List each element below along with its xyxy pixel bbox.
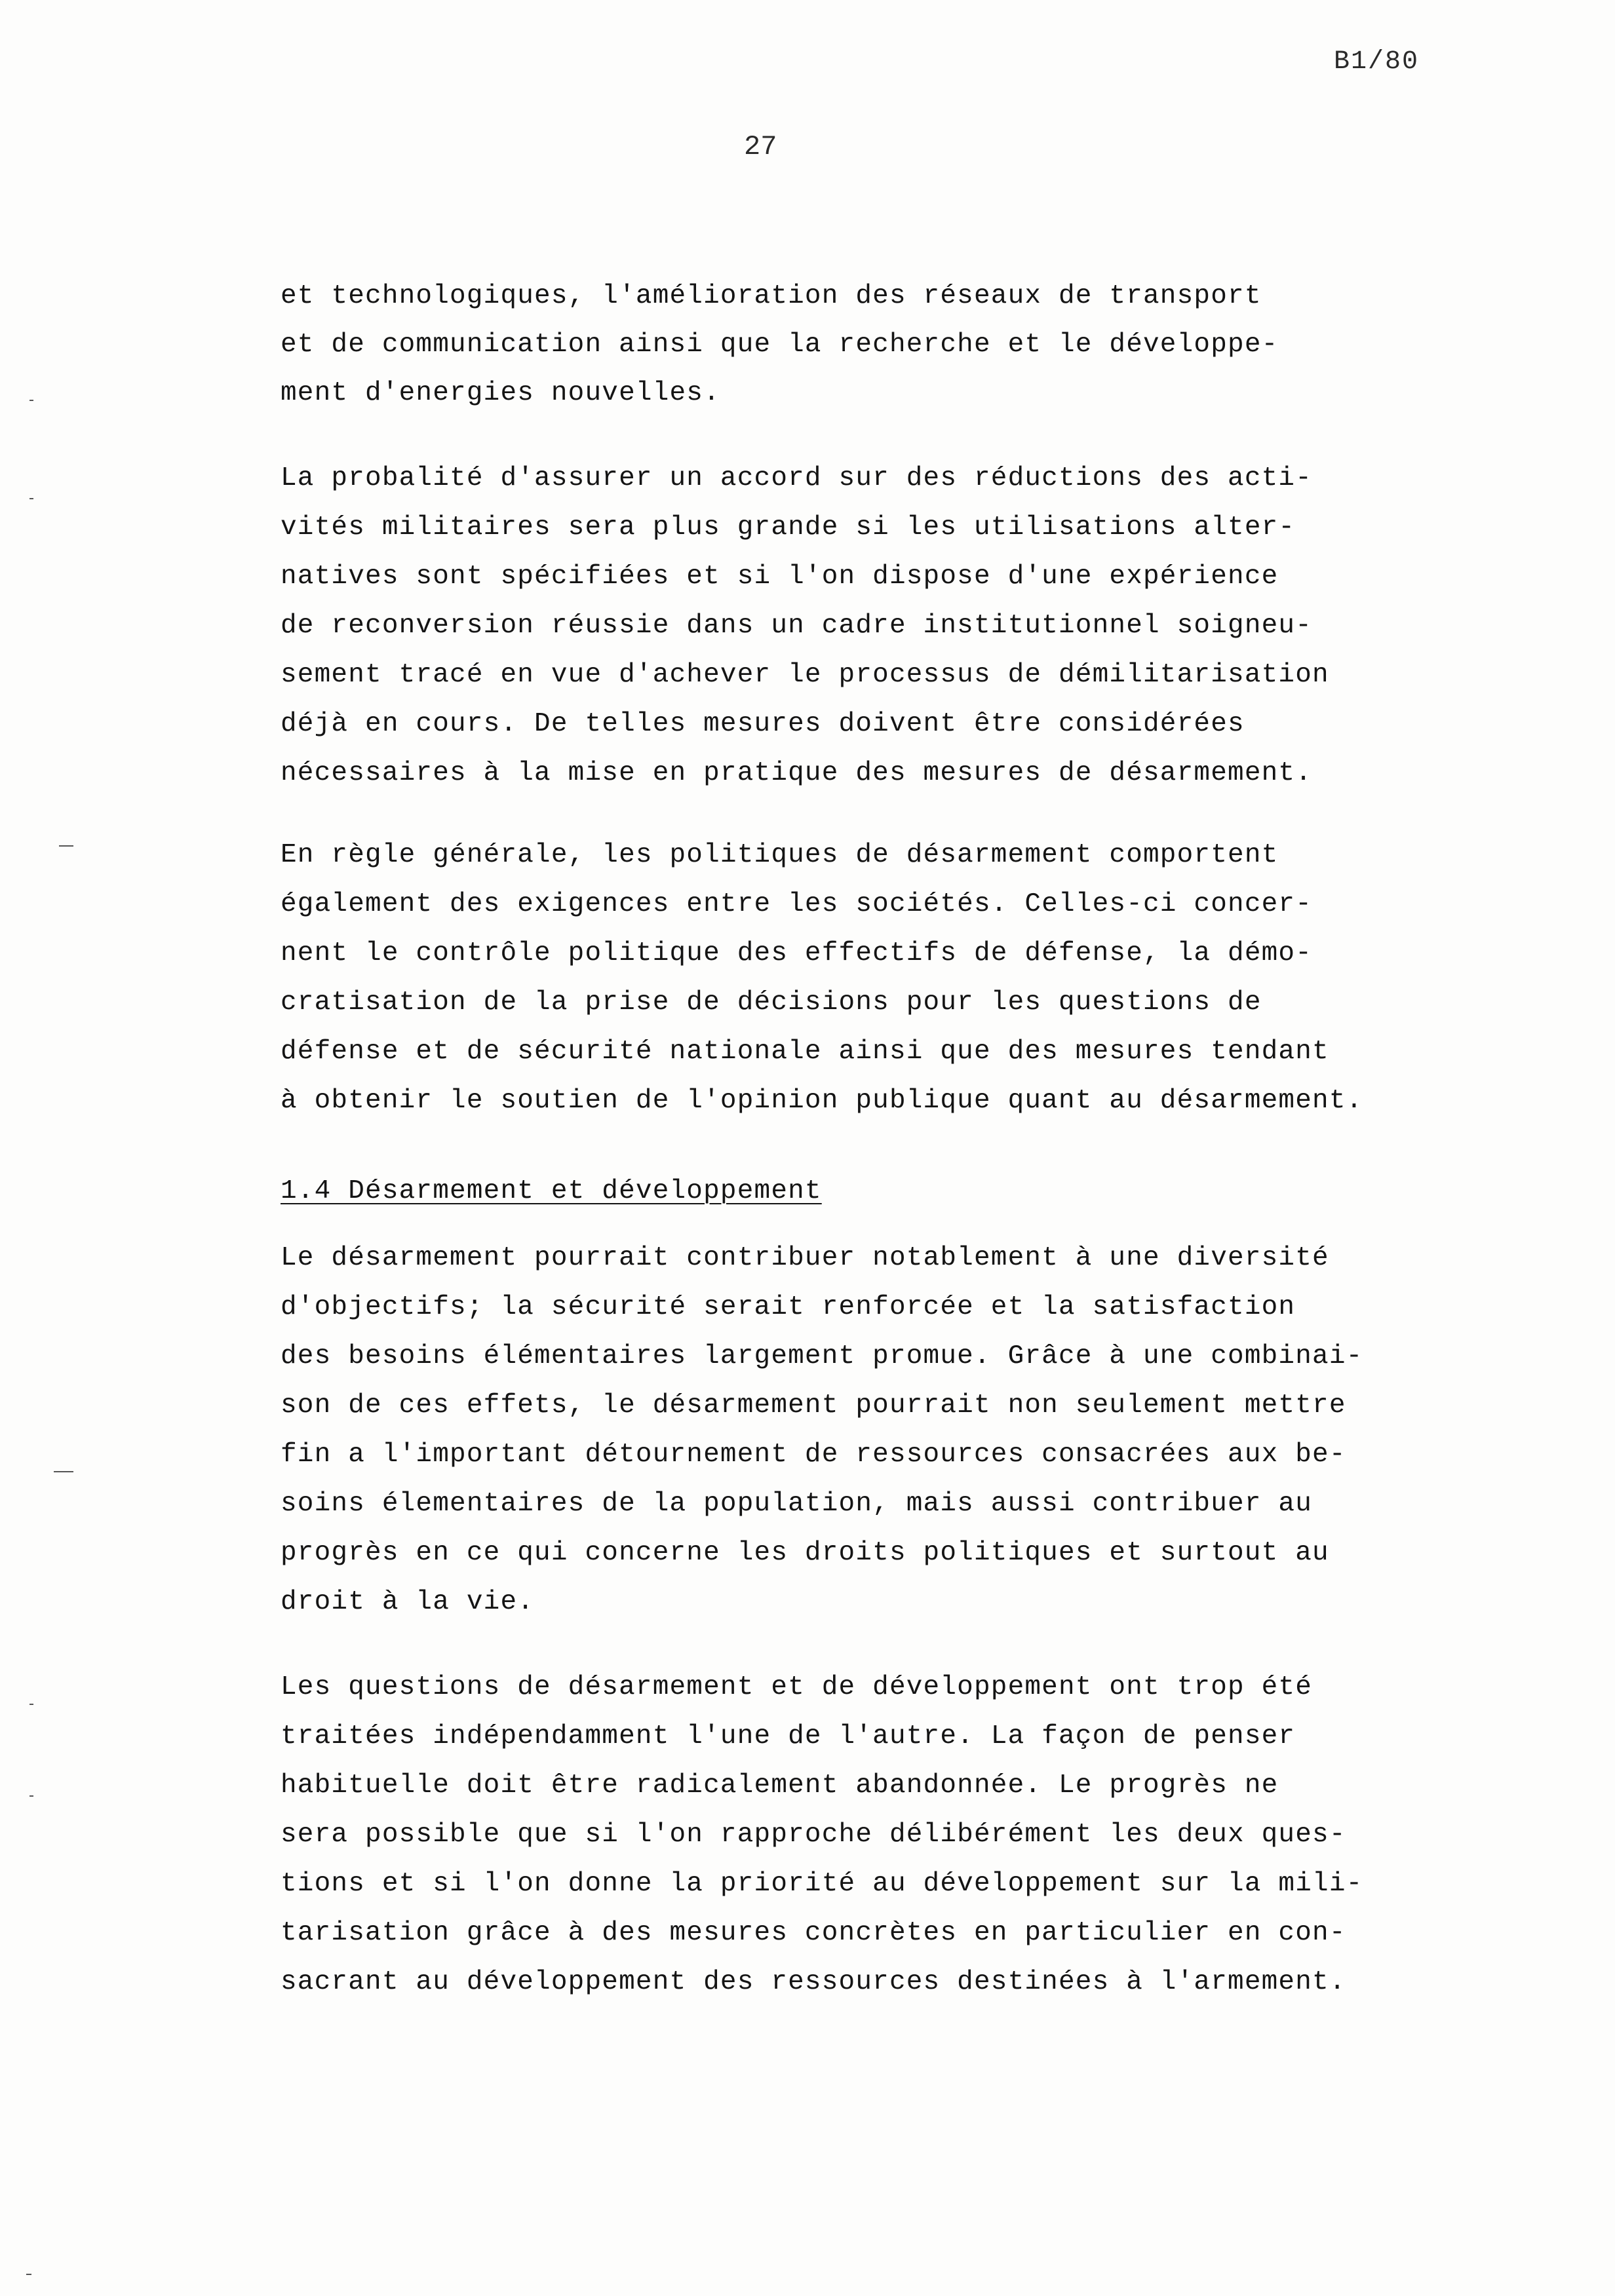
text-line: sacrant au développement des ressources destinées à l'armement. — [281, 1967, 1346, 1997]
scan-mark — [59, 845, 73, 847]
text-line: déjà en cours. De telles mesures doivent être considérées — [281, 709, 1245, 739]
text-line: et technologiques, l'amélioration des réseaux de transport — [281, 281, 1262, 311]
text-line: soins élementaires de la population, mais aussi contribuer au — [281, 1489, 1313, 1519]
text-line: droit à la vie. — [281, 1587, 535, 1617]
text-line: d'objectifs; la sécurité serait renforcée et la satisfaction — [281, 1292, 1296, 1322]
text-line: En règle générale, les politiques de désarmement comportent — [281, 840, 1279, 870]
text-line: natives sont spécifiées et si l'on dispose d'une expérience — [281, 562, 1279, 592]
page-number: 27 — [744, 131, 777, 163]
text-line: traitées indépendamment l'une de l'autre. La façon de penser — [281, 1721, 1296, 1751]
text-line: des besoins élémentaires largement promue. Grâce à une combinai- — [281, 1341, 1363, 1371]
text-line: Les questions de désarmement et de développement ont trop été — [281, 1672, 1313, 1702]
text-line: ment d'energies nouvelles. — [281, 378, 720, 408]
scan-mark — [29, 1795, 33, 1797]
text-line: progrès en ce qui concerne les droits politiques et surtout au — [281, 1538, 1329, 1568]
text-line: sera possible que si l'on rapproche délibérément les deux ques- — [281, 1820, 1346, 1850]
text-line: La probalité d'assurer un accord sur des réductions des acti- — [281, 463, 1313, 493]
text-line: nécessaires à la mise en pratique des mesures de désarmement. — [281, 758, 1313, 788]
text-line: cratisation de la prise de décisions pour les questions de — [281, 987, 1262, 1018]
text-line: vités militaires sera plus grande si les utilisations alter- — [281, 512, 1296, 543]
text-line: tions et si l'on donne la priorité au développement sur la mili- — [281, 1869, 1363, 1899]
text-line: Le désarmement pourrait contribuer notablement à une diversité — [281, 1243, 1329, 1273]
text-line: à obtenir le soutien de l'opinion publique quant au désarmement. — [281, 1086, 1363, 1116]
text-line: de reconversion réussie dans un cadre institutionnel soigneu- — [281, 611, 1313, 641]
scan-mark — [29, 498, 33, 499]
text-line: habituelle doit être radicalement abandonnée. Le progrès ne — [281, 1770, 1279, 1801]
text-line: tarisation grâce à des mesures concrètes en particulier en con- — [281, 1918, 1346, 1948]
text-line: son de ces effets, le désarmement pourrait non seulement mettre — [281, 1390, 1346, 1421]
text-line: sement tracé en vue d'achever le processus de démilitarisation — [281, 660, 1329, 690]
text-line: nent le contrôle politique des effectifs de défense, la démo- — [281, 938, 1313, 968]
document-reference: B1/80 — [1334, 47, 1420, 77]
scan-mark — [29, 400, 33, 401]
section-heading: 1.4 Désarmement et développement — [281, 1176, 822, 1206]
text-line: fin a l'important détournement de ressources consacrées aux be- — [281, 1440, 1346, 1470]
scan-mark — [26, 2274, 31, 2275]
scan-mark — [54, 1471, 73, 1472]
text-line: également des exigences entre les sociétés. Celles-ci concer- — [281, 889, 1313, 919]
scan-mark — [29, 1704, 33, 1705]
text-line: et de communication ainsi que la recherche et le développe- — [281, 330, 1279, 360]
text-line: défense et de sécurité nationale ainsi que des mesures tendant — [281, 1037, 1329, 1067]
